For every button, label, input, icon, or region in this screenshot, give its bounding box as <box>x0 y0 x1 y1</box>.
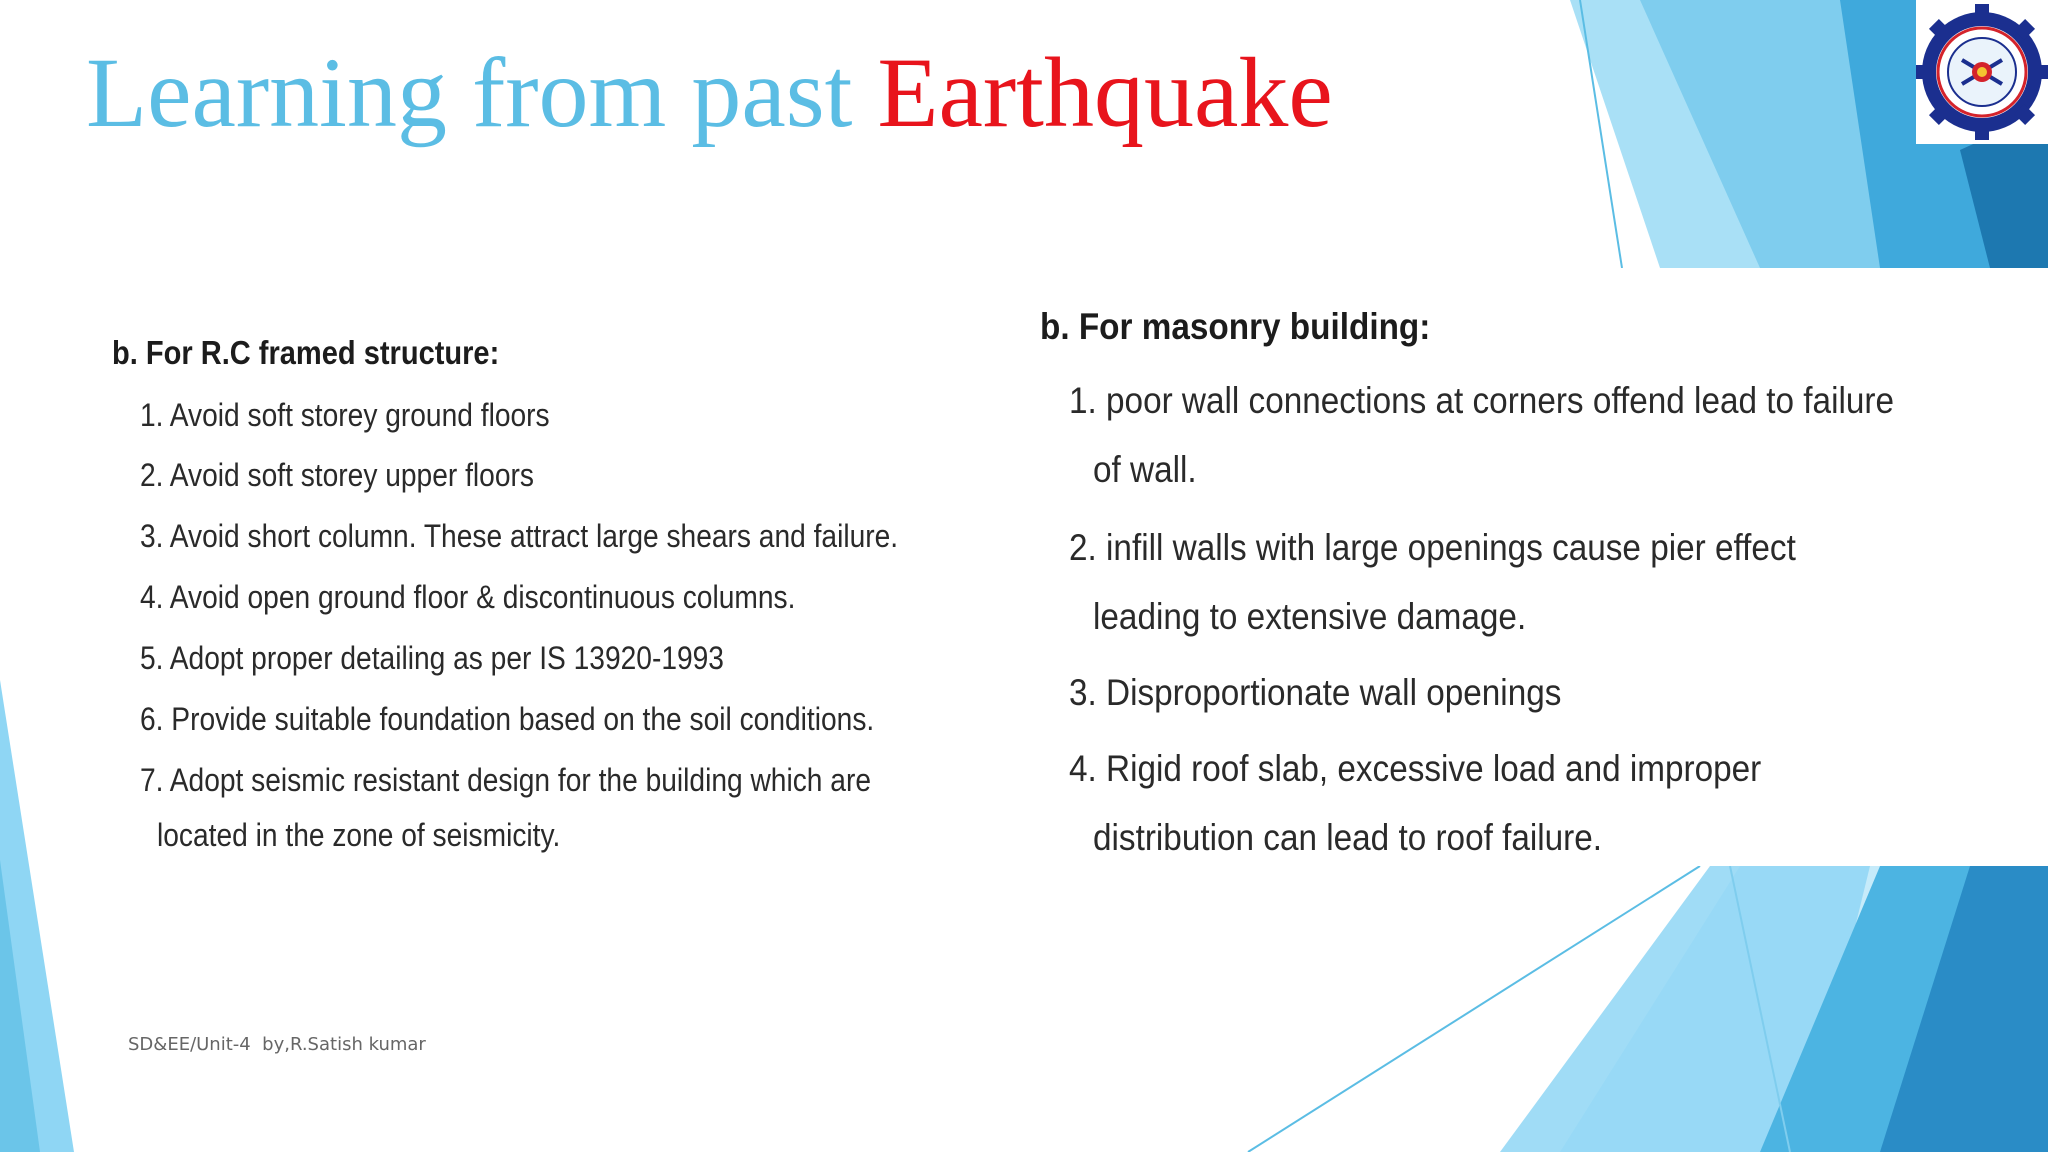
college-logo <box>1916 0 2048 144</box>
rc-item-2: 2. Avoid soft storey upper floors <box>140 457 534 493</box>
rc-item-7-continued: located in the zone of seismicity. <box>157 817 561 853</box>
masonry-item-2: 2. infill walls with large openings cause pier effect <box>1069 527 1796 568</box>
masonry-section-heading: b. For masonry building: <box>1040 306 1431 347</box>
college-gear-seal-icon <box>1916 0 2048 144</box>
masonry-item-1: 1. poor wall connections at corners offend lead to failure <box>1069 380 1894 421</box>
rc-item-7: 7. Adopt seismic resistant design for the building which are <box>140 762 871 798</box>
rc-item-1: 1. Avoid soft storey ground floors <box>140 397 550 433</box>
masonry-item-2-continued: leading to extensive damage. <box>1093 596 1527 637</box>
slide-title <box>86 28 1333 158</box>
rc-item-3: 3. Avoid short column. These attract large shears and failure. <box>140 518 899 554</box>
title-part-red: Earthquake <box>877 37 1333 148</box>
slide-footer: SD&EE/Unit-4 by,R.Satish kumar <box>128 1034 426 1055</box>
rc-item-6: 6. Provide suitable foundation based on the soil conditions. <box>140 701 875 737</box>
rc-item-4: 4. Avoid open ground floor & discontinuous columns. <box>140 579 796 615</box>
title-part-blue: Learning from past <box>86 37 853 148</box>
masonry-item-4: 4. Rigid roof slab, excessive load and improper <box>1069 748 1762 789</box>
masonry-item-4-continued: distribution can lead to roof failure. <box>1093 817 1603 858</box>
rc-item-5: 5. Adopt proper detailing as per IS 13920-1993 <box>140 640 724 676</box>
masonry-item-3: 3. Disproportionate wall openings <box>1069 672 1562 713</box>
rc-section-heading: b. For R.C framed structure: <box>112 334 500 371</box>
masonry-item-1-continued: of wall. <box>1093 449 1197 490</box>
